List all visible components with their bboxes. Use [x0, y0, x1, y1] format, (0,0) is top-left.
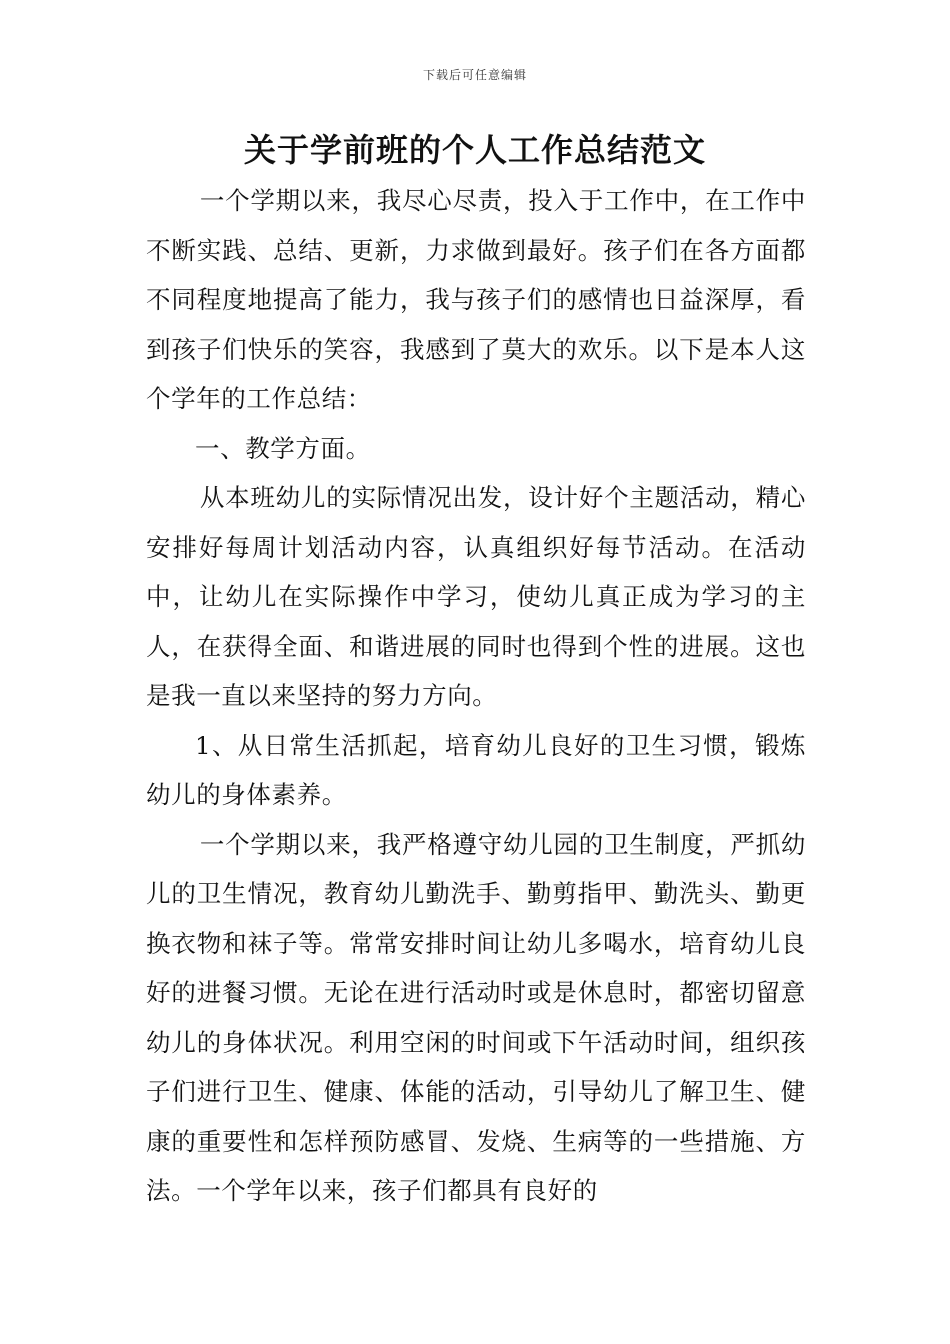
paragraph-hygiene: 一个学期以来，我严格遵守幼儿园的卫生制度，严抓幼儿的卫生情况，教育幼儿勤洗手、勤剪指甲、勤洗头、勤更换衣物和袜子等。常常安排时间让幼儿多喝水，培育幼儿良好的进餐习惯。无论在进行活动时或是休息时，都密切留意幼儿的身体状况。利用空闲的时间或下午活动时间，组织孩子们进行卫生、健康、体能的活动，引导幼儿了解卫生、健康的重要性和怎样预防感冒、发烧、生病等的一些措施、方法。一个学年以来，孩子们都具有良好的 — [146, 829, 806, 1205]
header-note: 下载后可任意编辑 — [422, 68, 527, 82]
paragraph-intro: 一个学期以来，我尽心尽责，投入于工作中，在工作中不断实践、总结、更新，力求做到最好。孩子们在各方面都不同程度地提高了能力，我与孩子们的感情也日益深厚，看到孩子们快乐的笑容，我感到了莫大的欢乐。以下是本人这个学年的工作总结： — [146, 186, 806, 413]
document-title: 关于学前班的个人工作总结范文 — [243, 131, 706, 169]
document-body — [146, 176, 806, 1216]
section-heading-teaching: 一、教学方面。 — [195, 433, 371, 463]
paragraph-teaching: 从本班幼儿的实际情况出发，设计好个主题活动，精心安排好每周计划活动内容，认真组织好每节活动。在活动中，让幼儿在实际操作中学习，使幼儿真正成为学习的主人，在获得全面、和谐进展的同时也得到个性的进展。这也是我一直以来坚持的努力方向。 — [146, 483, 806, 710]
subsection-heading-hygiene: 1、从日常生活抓起，培育幼儿良好的卫生习惯，锻炼幼儿的身体素养。 — [146, 730, 806, 809]
